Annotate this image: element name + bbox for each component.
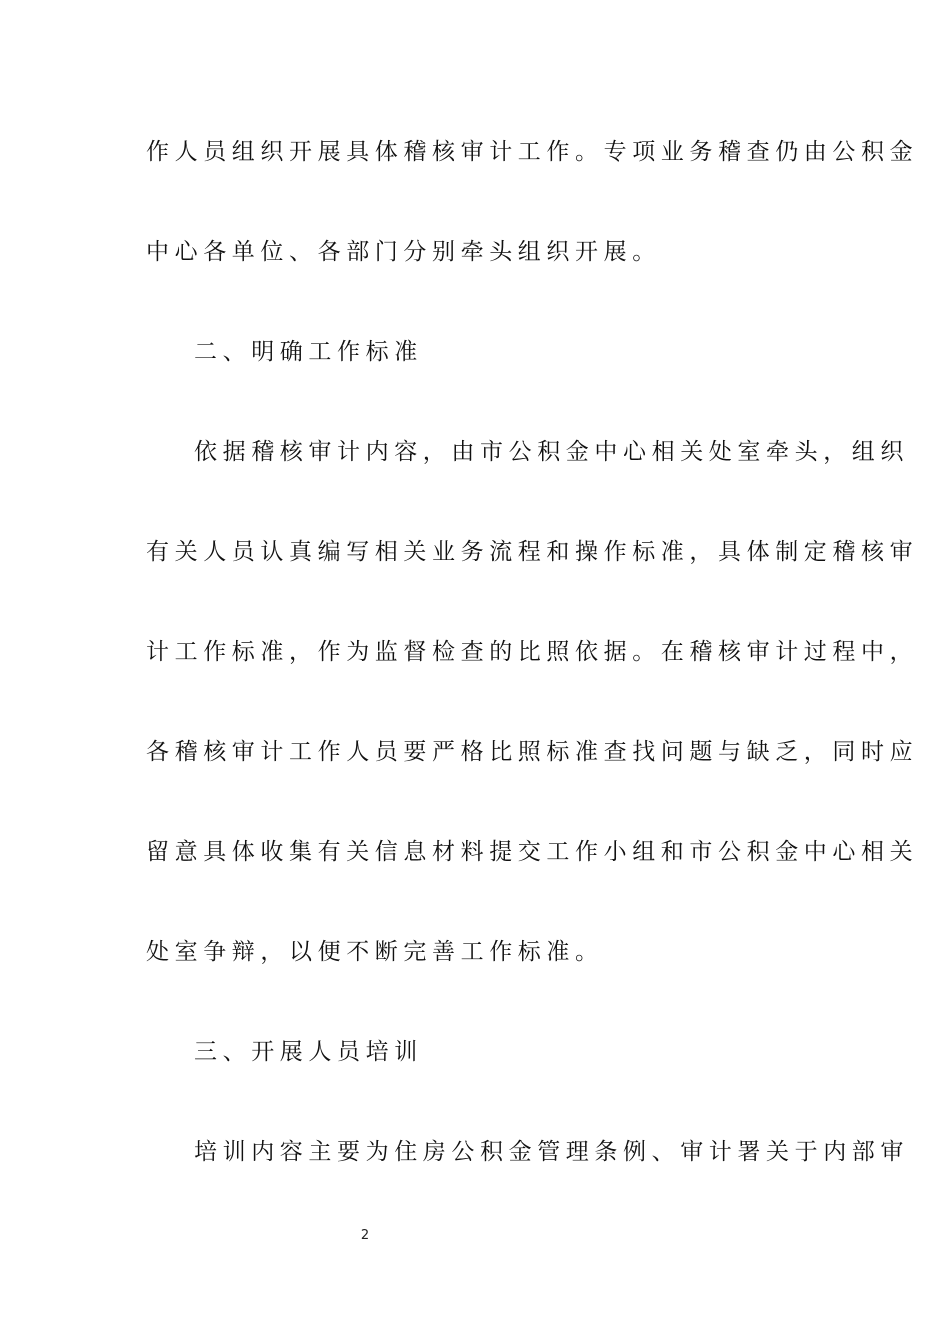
paragraph-line: 留意具体收集有关信息材料提交工作小组和市公积金中心相关 <box>146 839 919 865</box>
page-number: 2 <box>360 1228 370 1243</box>
section-heading: 三、开展人员培训 <box>194 1039 423 1065</box>
paragraph-line: 中心各单位、各部门分别牵头组织开展。 <box>146 239 661 265</box>
paragraph-line: 依据稽核审计内容，由市公积金中心相关处室牵头，组织 <box>194 439 909 465</box>
paragraph-line: 处室争辩，以便不断完善工作标准。 <box>146 939 604 965</box>
paragraph-line: 计工作标准，作为监督检查的比照依据。在稽核审计过程中， <box>146 639 919 665</box>
section-heading: 二、明确工作标准 <box>194 339 423 365</box>
paragraph-line: 有关人员认真编写相关业务流程和操作标准，具体制定稽核审 <box>146 539 919 565</box>
paragraph-line: 各稽核审计工作人员要严格比照标准查找问题与缺乏，同时应 <box>146 739 919 765</box>
paragraph-line: 培训内容主要为住房公积金管理条例、审计署关于内部审 <box>194 1139 909 1165</box>
paragraph-line: 作人员组织开展具体稽核审计工作。专项业务稽查仍由公积金 <box>146 139 919 165</box>
